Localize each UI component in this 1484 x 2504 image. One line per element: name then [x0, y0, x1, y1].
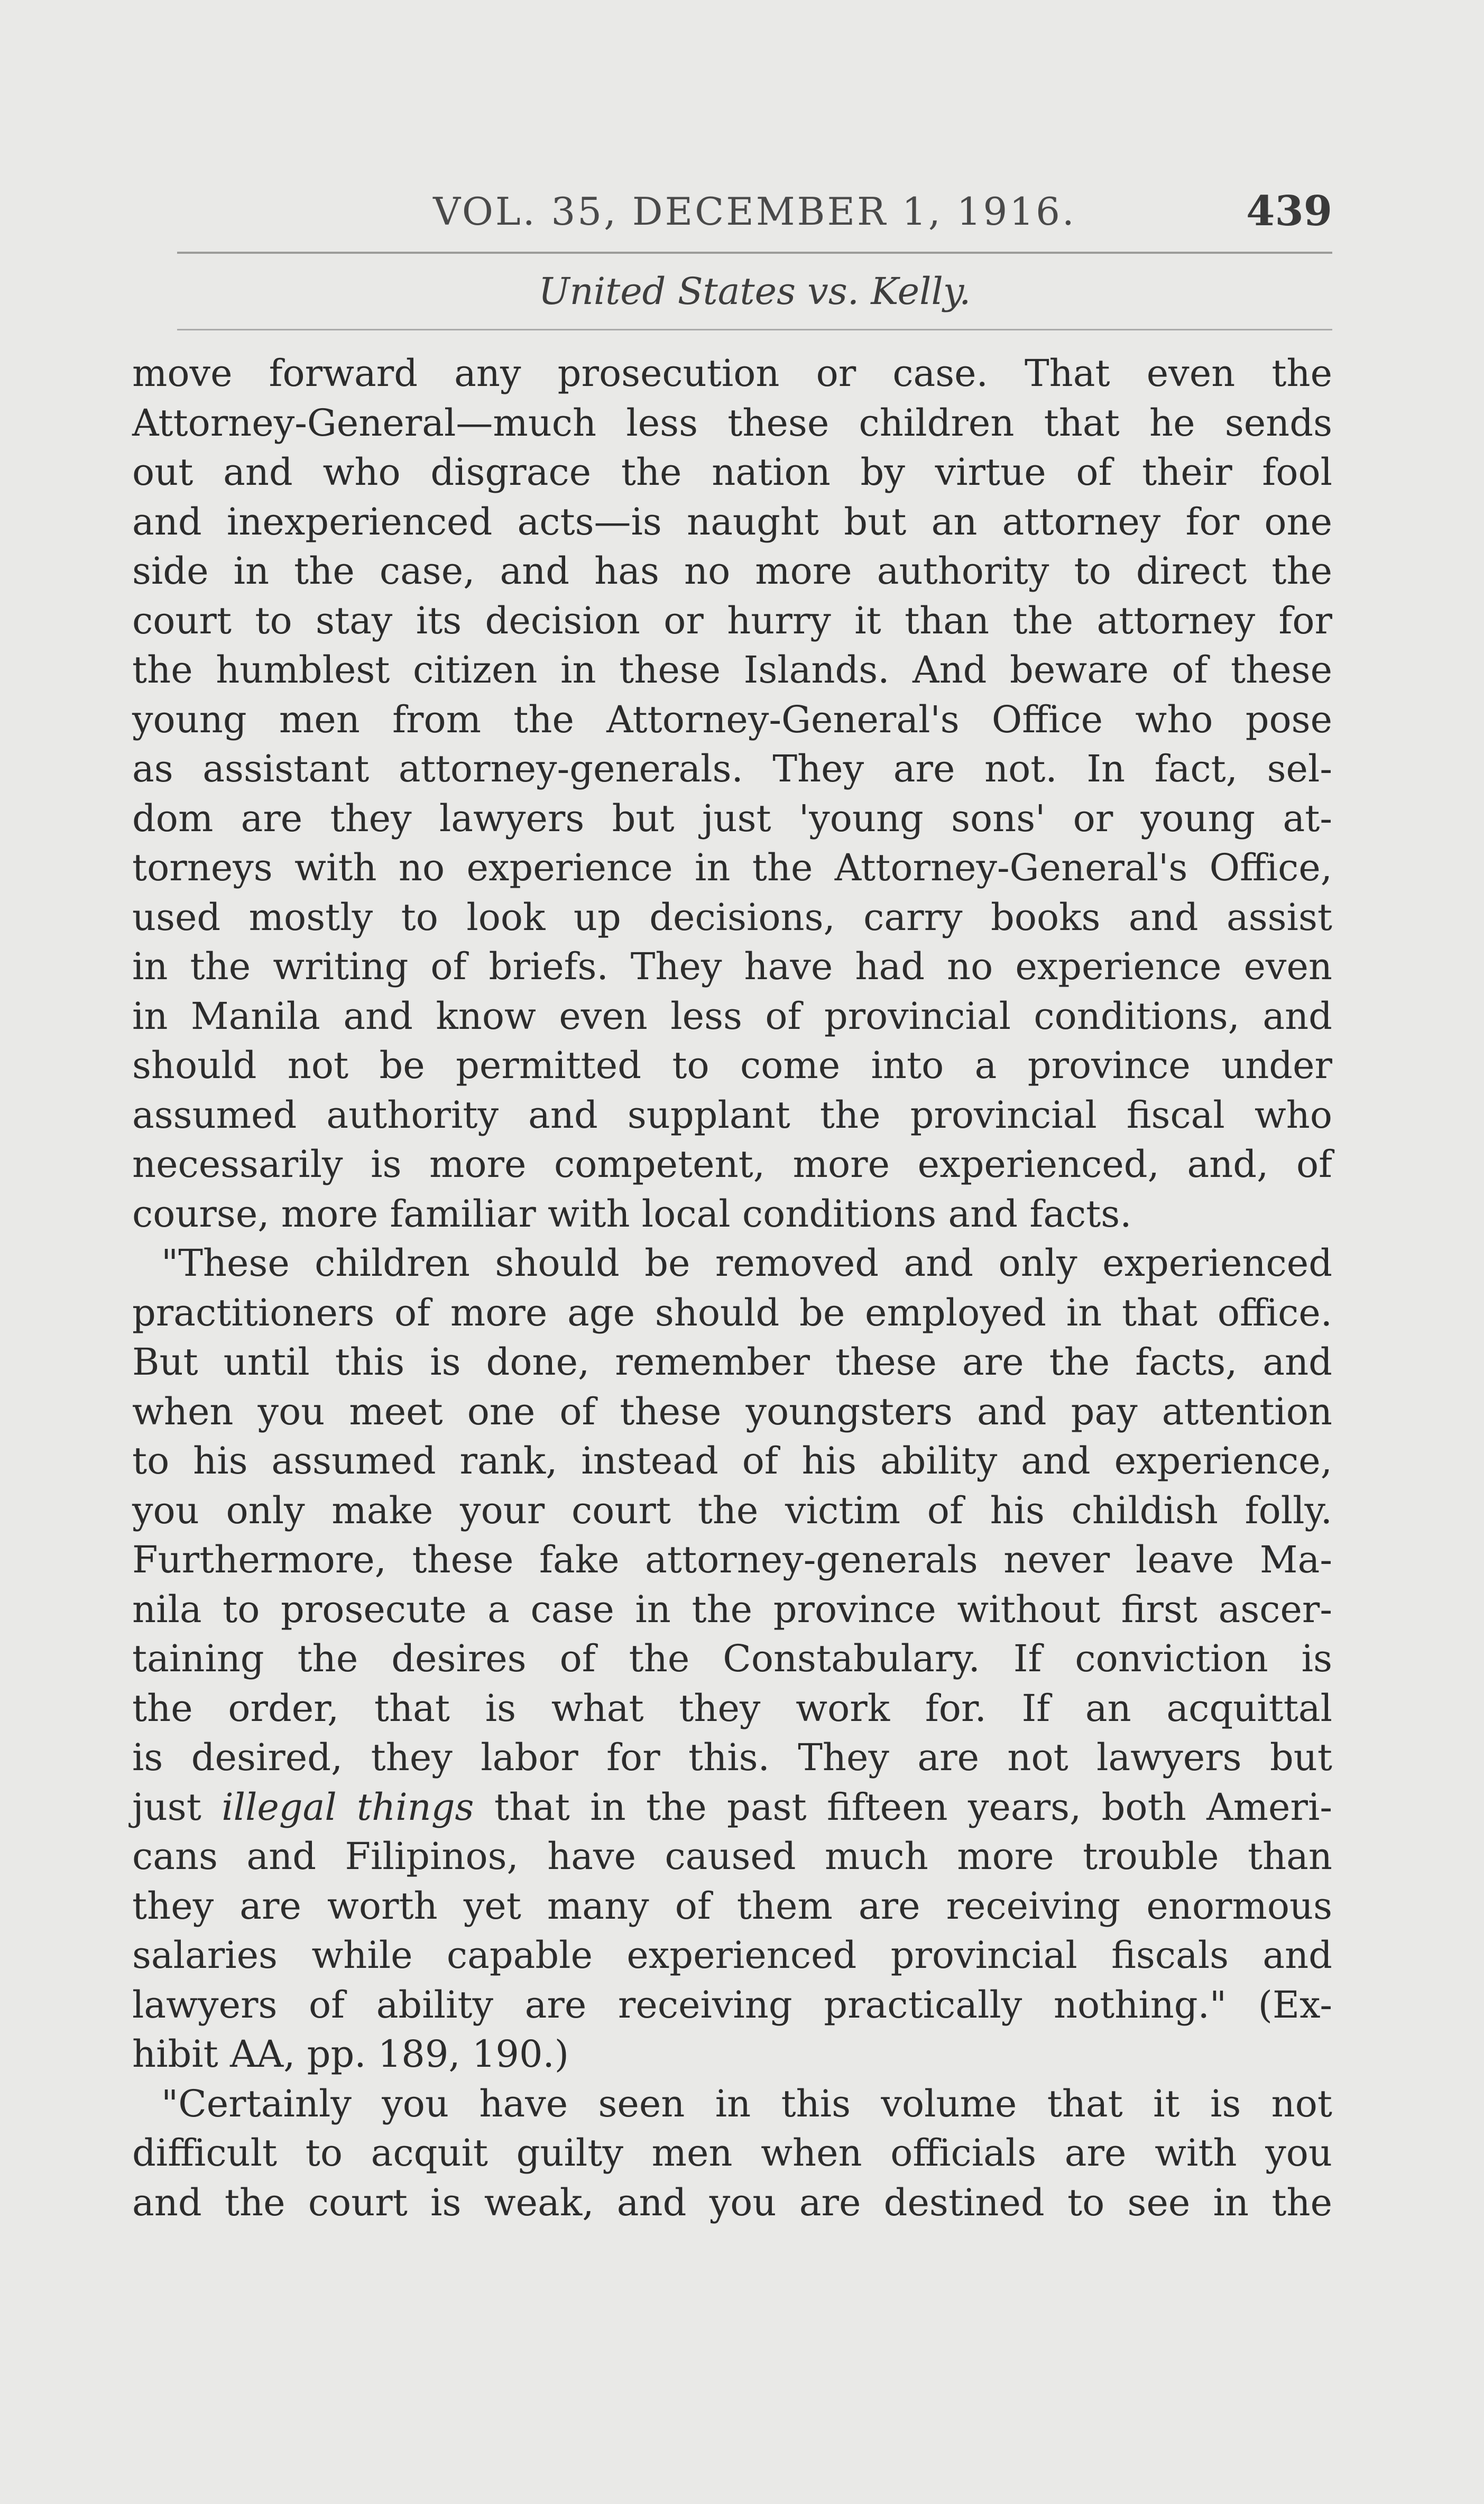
text-line: should not be permitted to come into a province under [132, 1044, 1332, 1087]
text-line: court to stay its decision or hurry it than the attorney for [132, 599, 1332, 642]
header-rule [177, 252, 1332, 254]
text-line: out and who disgrace the nation by virtue of their fool [132, 450, 1332, 494]
text-fragment: that in the past fifteen years, both Ameri- [494, 1785, 1332, 1829]
text-line: lawyers of ability are receiving practically nothing." (Ex- [132, 1983, 1332, 2027]
italic-phrase: illegal things [222, 1785, 474, 1829]
page-number: 439 [1246, 187, 1332, 235]
title-rule [177, 329, 1332, 330]
text-line: the order, that is what they work for. If an acquittal [132, 1686, 1332, 1730]
text-line: the humblest citizen in these Islands. And beware of these [132, 648, 1332, 692]
text-line: you only make your court the victim of his childish folly. [132, 1488, 1332, 1532]
text-line: Furthermore, these fake attorney-generals never leave Ma- [132, 1538, 1332, 1581]
text-line: "These children should be removed and only experienced [161, 1241, 1332, 1285]
text-line: dom are they lawyers but just 'young sons' or young at- [132, 796, 1332, 840]
text-line: practitioners of more age should be employed in that office. [132, 1291, 1332, 1334]
text-line: "Certainly you have seen in this volume that it is not [161, 2082, 1332, 2125]
text-line: taining the desires of the Constabulary. If conviction is [132, 1637, 1332, 1680]
text-line: used mostly to look up decisions, carry books and assist [132, 895, 1332, 939]
text-line: assumed authority and supplant the provincial fiscal who [132, 1093, 1332, 1137]
text-line: cans and Filipinos, have caused much more trouble than [132, 1835, 1332, 1878]
text-line: is desired, they labor for this. They are not lawyers but [132, 1736, 1332, 1779]
text-line: course, more familiar with local conditions and facts. [132, 1192, 1132, 1236]
case-title: United States vs. Kelly. [538, 270, 971, 313]
text-line: to his assumed rank, instead of his ability and experience, [132, 1439, 1332, 1483]
text-line: young men from the Attorney-General's Office who pose [132, 697, 1332, 741]
text-line: torneys with no experience in the Attorney-General's Office, [132, 846, 1332, 889]
text-line: Attorney-General—much less these children that he sends [132, 401, 1332, 445]
running-head: VOL. 35, DECEMBER 1, 1916. [433, 189, 1076, 234]
text-line: necessarily is more competent, more experienced, and, of [132, 1143, 1332, 1186]
text-line: difficult to acquit guilty men when officials are with you [132, 2131, 1332, 2175]
page-header [177, 180, 1332, 243]
text-line-with-italic [132, 1783, 1332, 1833]
text-line: when you meet one of these youngsters and pay attention [132, 1389, 1332, 1433]
text-line: and the court is weak, and you are destined to see in the [132, 2180, 1332, 2224]
text-line: as assistant attorney-generals. They are not. In fact, sel- [132, 747, 1332, 790]
text-line: in Manila and know even less of provincial conditions, and [132, 994, 1332, 1038]
text-line: and inexperienced acts—is naught but an attorney for one [132, 500, 1332, 544]
text-line: move forward any prosecution or case. That even the [132, 352, 1332, 395]
text-fragment: just [132, 1785, 201, 1829]
text-line: salaries while capable experienced provincial fiscals and [132, 1934, 1332, 1977]
text-line: in the writing of briefs. They have had no experience even [132, 945, 1332, 988]
text-line: But until this is done, remember these are the facts, and [132, 1340, 1332, 1384]
text-line: hibit AA, pp. 189, 190.) [132, 2032, 569, 2076]
text-line: they are worth yet many of them are receiving enormous [132, 1884, 1332, 1928]
text-line: nila to prosecute a case in the province without first ascer- [132, 1587, 1332, 1631]
text-line: side in the case, and has no more authority to direct the [132, 549, 1332, 593]
body-text [132, 349, 1332, 2227]
